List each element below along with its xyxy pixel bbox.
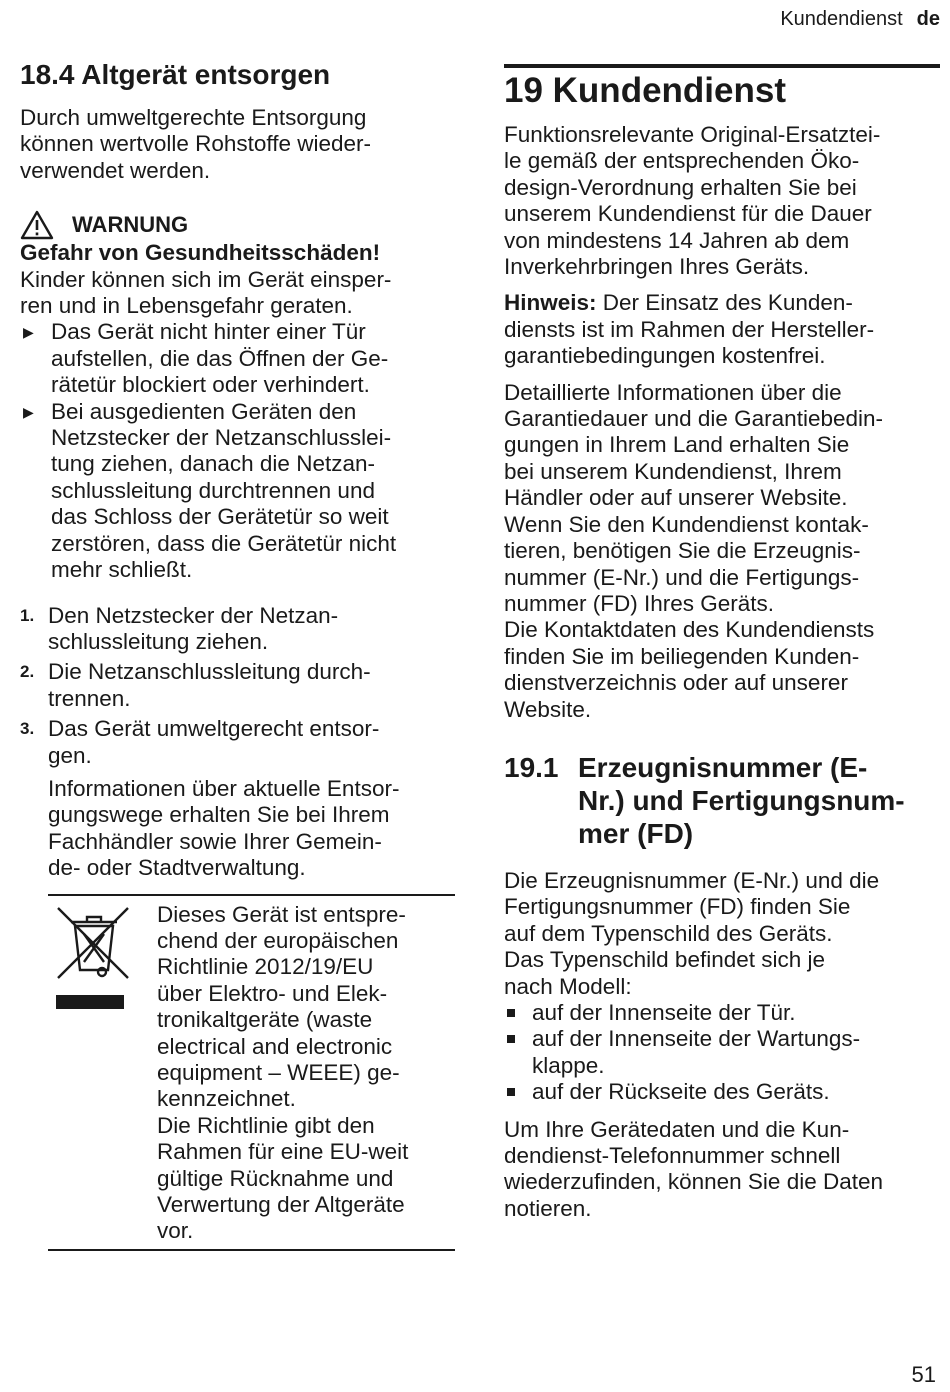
warning-header — [20, 210, 455, 240]
type-plate-locations — [504, 1000, 940, 1106]
square-bullet-icon — [504, 1000, 532, 1026]
step-item: 1. Den Netzstecker der Netzan- schlussleitung ziehen. — [20, 602, 339, 654]
crossed-out-bin-icon — [48, 902, 157, 1245]
intro-paragraph: Durch umweltgerechte Entsorgung können wertvolle Rohstoffe wieder- verwendet werden. — [20, 105, 372, 183]
heading-19-1-number: 19.1 — [504, 751, 559, 783]
running-header — [780, 8, 940, 31]
note-label: Hinweis: — [504, 290, 597, 316]
heading-18-4: 18.4 Altgerät entsorgen — [20, 59, 331, 90]
disposal-info: Informationen über aktuelle Entsor- gungswege erhalten Sie bei Ihrem Fachhändler sowie Ihrer Gemein- de- oder Stadtverwaltung. — [48, 775, 400, 881]
warning-item: ▶ Das Gerät nicht hinter einer Tür aufstellen, die das Öffnen der Ge- rätetür blockiert oder verhindert. — [20, 319, 455, 398]
right-column — [504, 70, 940, 1222]
header-language: de — [916, 8, 940, 30]
spare-parts-paragraph: Funktionsrelevante Original-Ersatztei- le gemäß der entsprechenden Öko- design-Verordnung erhalten Sie bei unserem Kundendienst für die Dauer von mindestens 14 Jahren ab dem Inverkehrbringen Ihres Geräts. — [504, 122, 881, 280]
type-plate-paragraph: Die Erzeugnisnummer (E-Nr.) und die Fertigungsnummer (FD) finden Sie auf dem Typenschild des Geräts. Das Typenschild befindet sich je nach Modell: — [504, 867, 880, 999]
heading-19-1 — [504, 751, 940, 850]
section-rule — [504, 64, 940, 68]
header-section: Kundendienst — [780, 8, 903, 30]
warning-text: Kinder können sich im Gerät einsper- ren und in Lebensgefahr geraten. — [20, 266, 392, 319]
notes-paragraph: Um Ihre Gerätedaten und die Kun- dendienst-Telefonnummer schnell wiederzufinden, können Sie die Daten notieren. — [504, 1116, 884, 1221]
warning-label: WARNUNG — [72, 212, 189, 238]
warning-title: Gefahr von Gesundheitsschäden! — [20, 240, 381, 266]
weee-box — [48, 894, 455, 1251]
heading-19: 19 Kundendienst — [504, 71, 786, 110]
heading-19-1-title: Erzeugnisnummer (E- Nr.) und Fertigungsnum- mer (FD) — [578, 751, 905, 849]
list-item: auf der Rückseite des Geräts. — [504, 1079, 940, 1105]
left-column — [20, 58, 455, 1251]
warning-triangle-icon — [20, 210, 54, 240]
weee-text: Dieses Gerät ist entspre- chend der europäischen Richtlinie 2012/19/EU über Elektro- und Elek- tronikaltgeräte (waste electrical and electronic equipment – WEEE) ge- kennzeichnet. Die Richtlinie gibt den Rahmen für eine EU-weit gültige Rücknahme und Verwertung der Altgeräte vor. — [157, 901, 409, 1244]
steps-list — [20, 603, 455, 769]
step-item: 3. Das Gerät umweltgerecht entsor- gen. — [20, 716, 380, 768]
square-bullet-icon — [504, 1079, 532, 1105]
warning-item: ▶ Bei ausgedienten Geräten den Netzstecker der Netzanschlusslei- tung ziehen, danach die Netzan- schlussleitung durchtrennen und das Schloss der Gerätetür so weit zerstören, dass die Gerätetür nicht mehr schließt. — [20, 399, 455, 584]
note-paragraph: Hinweis: Der Einsatz des Kunden- diensts ist im Rahmen der Hersteller- garantiebedingungen kostenfrei. — [504, 290, 875, 369]
square-bullet-icon — [504, 1026, 532, 1079]
page-number: 51 — [911, 1362, 936, 1387]
list-item: auf der Innenseite der Tür. — [504, 1000, 940, 1026]
warranty-paragraph: Detaillierte Informationen über die Garantiedauer und die Garantiebedin- gungen in Ihrem Land erhalten Sie bei unserem Kundendienst, Ihrem Händler oder auf unserer Website. Wenn Sie den Kundendienst kontak- tieren, benötigen Sie die Erzeugnis- nummer (E-Nr.) und die Fertigungs- nummer (FD) Ihres Geräts. Die Kontaktdaten des Kundendiensts finden Sie im beiliegenden Kunden- dienstverzeichnis oder auf unserer Website. — [504, 379, 884, 722]
triangle-bullet-icon: ▶ — [23, 403, 34, 420]
triangle-bullet-icon: ▶ — [23, 324, 34, 341]
list-item: auf der Innenseite der Wartungs- klappe. — [504, 1026, 940, 1079]
step-item: 2. Die Netzanschlussleitung durch- trennen. — [20, 659, 371, 711]
